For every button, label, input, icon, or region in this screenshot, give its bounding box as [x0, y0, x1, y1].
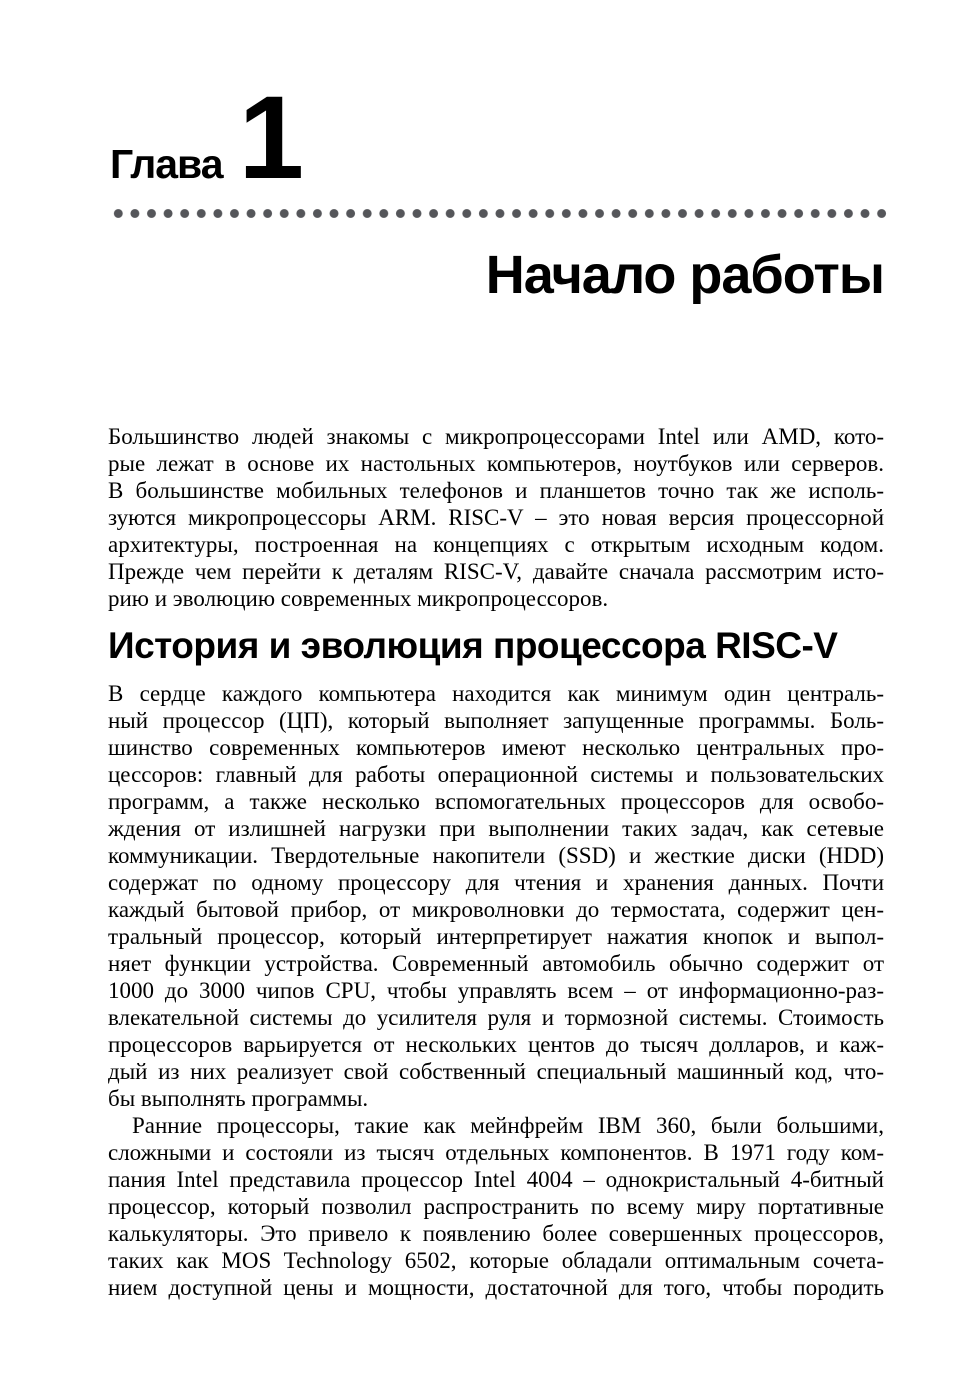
- chapter-number: 1: [238, 72, 303, 204]
- intro-paragraph: [108, 423, 884, 612]
- text-line: Большинство людей знакомы с микропроцессорами Intel или AMD, кото-: [108, 424, 884, 449]
- text-line: каждый бытовой прибор, от микроволновки до термостата, содержит цен-: [108, 897, 884, 922]
- text-line: рые лежат в основе их настольных компьютеров, ноутбуков или серверов.: [108, 451, 884, 476]
- text-line: ный процессор (ЦП), который выполняет запущенные программы. Боль-: [108, 708, 884, 733]
- text-line: зуются микропроцессоры ARM. RISC-V – это новая версия процессорной: [108, 505, 884, 530]
- text-line: няет функции устройства. Современный автомобиль обычно содержит от: [108, 951, 884, 976]
- text-line: тральный процессор, который интерпретирует нажатия кнопок и выпол-: [108, 924, 884, 949]
- page-body: [108, 423, 884, 1301]
- text-line: сложными и состояли из тысяч отдельных компонентов. В 1971 году ком-: [108, 1140, 884, 1165]
- text-line: цессоров: главный для работы операционной системы и пользовательских: [108, 762, 884, 787]
- chapter-header: [110, 72, 303, 204]
- text-line: влекательной системы до усилителя руля и тормозной системы. Стоимость: [108, 1005, 884, 1030]
- text-line: нием доступной цены и мощности, достаточной для того, чтобы породить: [108, 1275, 884, 1300]
- chapter-label: Глава: [110, 141, 223, 187]
- text-line: архитектуры, построенная на концепциях с открытым исходным кодом.: [108, 532, 884, 557]
- section-paragraph-2: [108, 1112, 884, 1301]
- section-heading: История и эволюция процессора RISC-V: [108, 625, 838, 666]
- text-line: 1000 до 3000 чипов CPU, чтобы управлять всем – от информационно-раз-: [108, 978, 884, 1003]
- text-line: рию и эволюцию современных микропроцессоров.: [108, 586, 609, 611]
- text-line: Прежде чем перейти к деталям RISC-V, давайте сначала рассмотрим исто-: [108, 559, 884, 584]
- section-paragraph-1: [108, 680, 884, 1112]
- text-line: калькуляторы. Это привело к появлению более совершенных процессоров,: [108, 1221, 884, 1246]
- dotted-divider: [110, 208, 892, 219]
- text-line: процессоров варьируется от нескольких центов до тысяч долларов, и каж-: [108, 1032, 884, 1057]
- text-line: таких как MOS Technology 6502, которые обладали оптимальным сочета-: [108, 1248, 884, 1273]
- text-line: шинство современных компьютеров имеют несколько центральных про-: [108, 735, 884, 760]
- text-line: содержат по одному процессору для чтения и хранения данных. Почти: [108, 870, 884, 895]
- chapter-title: Начало работы: [485, 245, 884, 305]
- text-line: пания Intel представила процессор Intel 4004 – однокристальный 4-битный: [108, 1167, 884, 1192]
- text-line: бы выполнять программы.: [108, 1086, 369, 1111]
- text-line: программ, а также несколько вспомогательных процессоров для освобо-: [108, 789, 884, 814]
- text-line: ждения от излишней нагрузки при выполнении таких задач, как сетевые: [108, 816, 884, 841]
- text-line: В большинстве мобильных телефонов и планшетов точно так же исполь-: [108, 478, 884, 503]
- text-line: Ранние процессоры, такие как мейнфрейм IBM 360, были большими,: [132, 1113, 884, 1138]
- text-line: дый из них реализует свой собственный специальный машинный код, что-: [108, 1059, 884, 1084]
- text-line: процессор, который позволил распространить по всему миру портативные: [108, 1194, 884, 1219]
- text-line: В сердце каждого компьютера находится как минимум один централь-: [108, 681, 884, 706]
- text-line: коммуникации. Твердотельные накопители (SSD) и жесткие диски (HDD): [108, 843, 884, 868]
